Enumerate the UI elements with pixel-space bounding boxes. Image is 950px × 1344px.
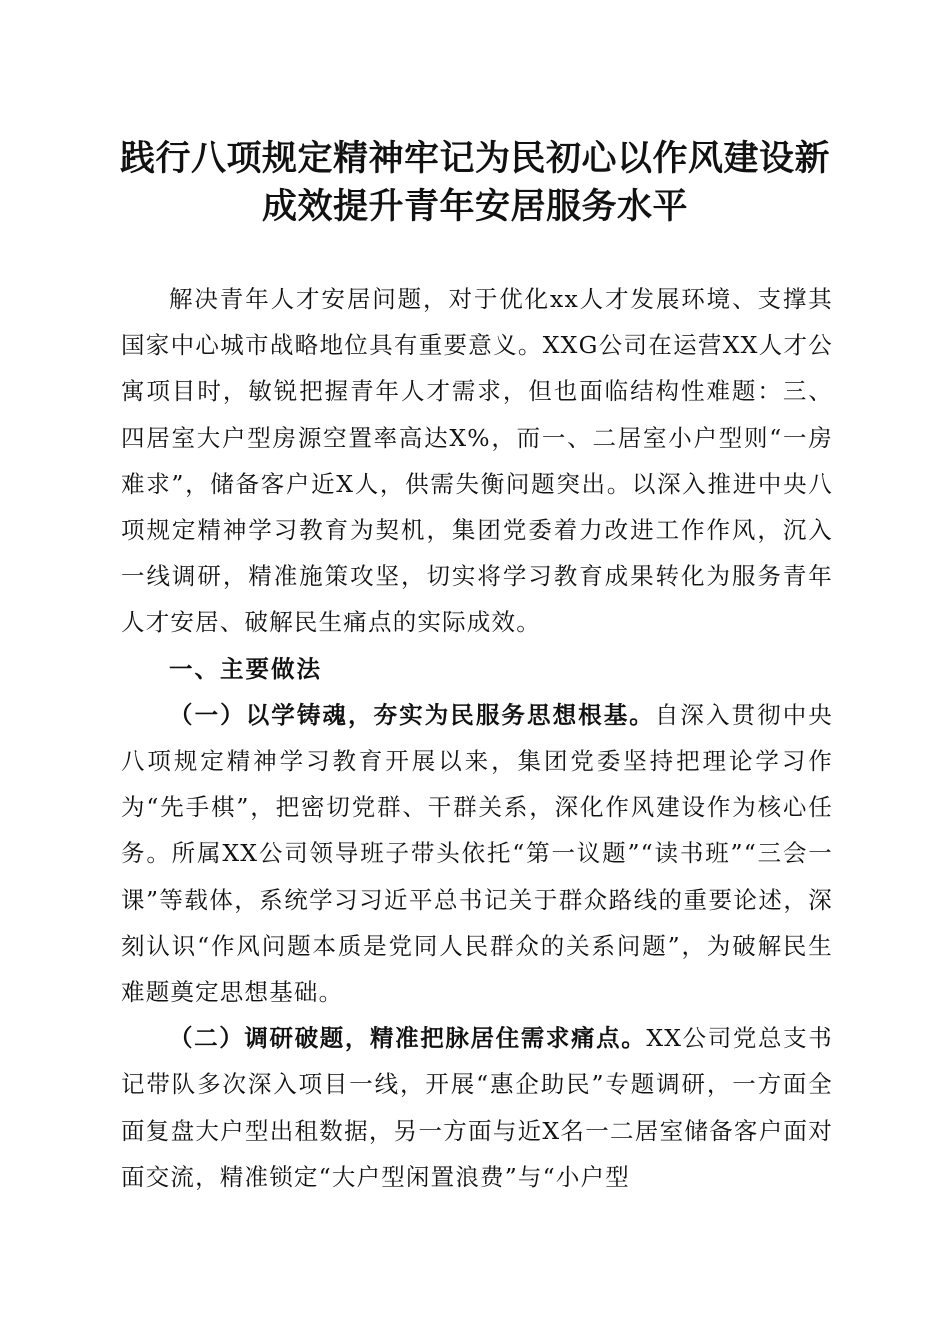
document-body — [121, 276, 833, 1200]
section-heading-main-practices: 一、主要做法 — [169, 654, 322, 683]
paragraph-1-lead: （一）以学铸魂，夯实为民服务思想根基。 — [169, 700, 655, 729]
intro-paragraph: 解决青年人才安居问题，对于优化xx人才发展环境、支撑其国家中心城市战略地位具有重要意义。XXG公司在运营XX人才公寓项目时，敏锐把握青年人才需求，但也面临结构性难题：三、四居室大户型房源空置率高达X%，而一、二居室小户型则“一房难求”，储备客户近X人，供需失衡问题突出。以深入推进中央八项规定精神学习教育为契机，集团党委着力改进工作作风，沉入一线调研，精准施策攻坚，切实将学习教育成果转化为服务青年人才安居、破解民生痛点的实际成效。 — [121, 285, 833, 637]
paragraph-2 — [121, 1015, 833, 1200]
document-title-line-2: 成效提升青年安居服务水平 — [261, 187, 688, 227]
paragraph-2-lead: （二）调研破题，精准把脉居住需求痛点。 — [169, 1024, 647, 1053]
paragraph-1-body: 自深入贯彻中央八项规定精神学习教育开展以来，集团党委坚持把理论学习作为“先手棋”，把密切党群、干群关系，深化作风建设作为核心任务。所属XX公司领导班子带头依托“第一议题”“读书班”“三会一课”等载体，系统学习习近平总书记关于群众路线的重要论述，深刻认识“作风问题本质是党同人民群众的关系问题”，为破解民生难题奠定思想基础。 — [121, 700, 833, 1007]
paragraph-2-body: XX公司党总支书记带队多次深入项目一线，开展“惠企助民”专题调研，一方面全面复盘大户型出租数据，另一方面与近X名一二居室储备客户面对面交流，精准锁定“大户型闲置浪费”与“小户型 — [121, 1024, 833, 1191]
document-title-line-1: 践行八项规定精神牢记为民初心以作风建设新 — [119, 139, 830, 179]
paragraph-1 — [121, 692, 833, 1015]
